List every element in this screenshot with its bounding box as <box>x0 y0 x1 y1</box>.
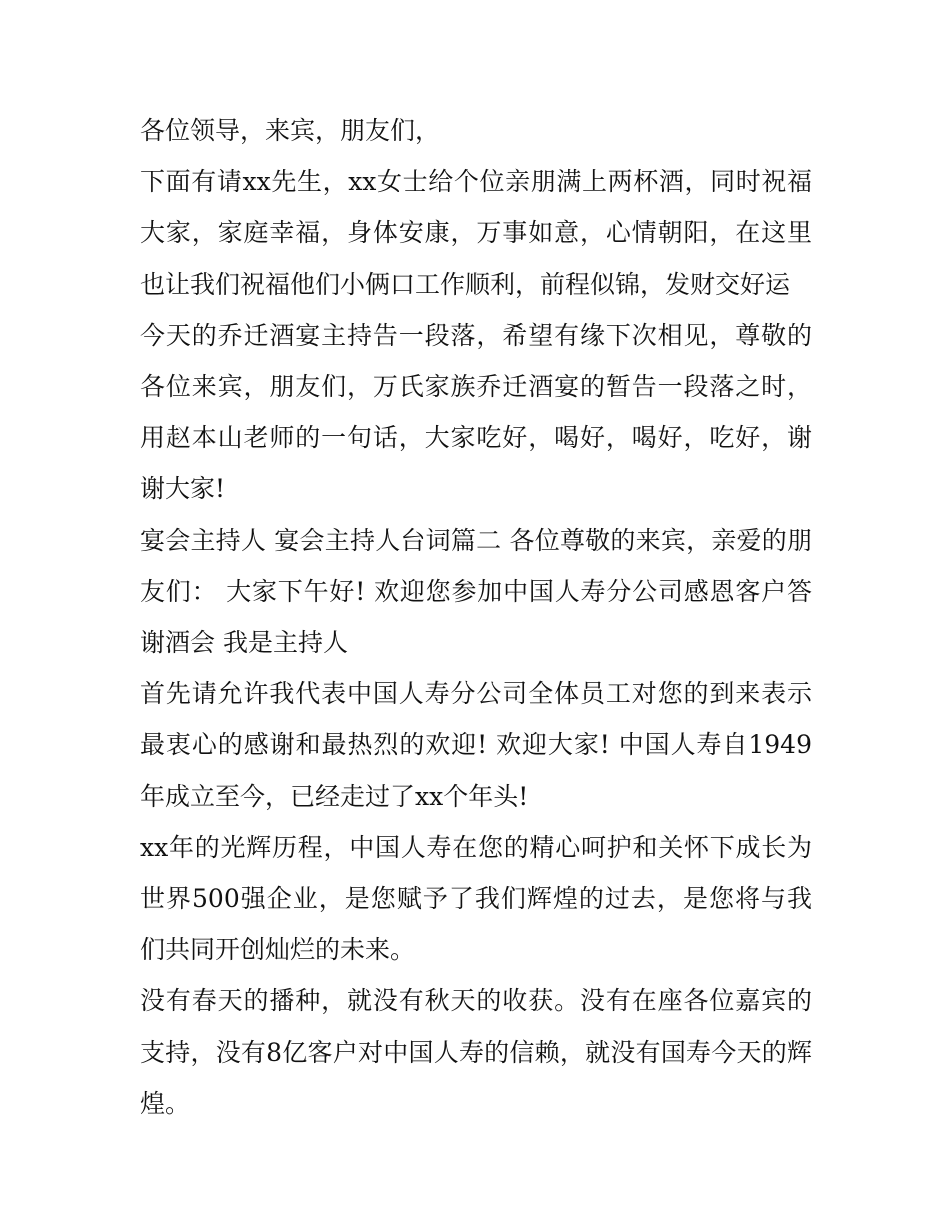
paragraph-gratitude: 没有春天的播种，就没有秋天的收获。没有在座各位嘉宾的支持，没有8亿客户对中国人寿的信赖，就没有国寿今天的辉煌。 <box>140 986 812 1118</box>
paragraph-closing: 今天的乔迁酒宴主持告一段落，希望有缘下次相见，尊敬的各位来宾，朋友们，万氏家族乔迁酒宴的暂告一段落之时，用赵本山老师的一句话，大家吃好，喝好，喝好，吃好，谢谢大家! <box>140 320 812 504</box>
paragraph-greeting: 各位领导，来宾，朋友们， <box>140 116 441 145</box>
paragraph-history: xx年的光辉历程，中国人寿在您的精心呵护和关怀下成长为世界500强企业，是您赋予了我们辉煌的过去，是您将与我们共同开创灿烂的未来。 <box>140 832 812 965</box>
paragraph-toast: 下面有请xx先生，xx女士给个位亲朋满上两杯酒，同时祝福大家，家庭幸福，身体安康，万事如意，心情朝阳，在这里也让我们祝福他们小俩口工作顺利，前程似锦，发财交好运 <box>140 167 812 299</box>
paragraph-welcome: 首先请允许我代表中国人寿分公司全体员工对您的到来表示最衷心的感谢和最热烈的欢迎! 欢迎大家! 中国人寿自1949年成立至今，已经走过了xx个年头! <box>140 679 812 811</box>
document-body <box>140 105 812 1129</box>
paragraph-second-speech-intro: 宴会主持人 宴会主持人台词篇二 各位尊敬的来宾，亲爱的朋友们： 大家下午好! 欢迎您参加中国人寿分公司感恩客户答谢酒会 我是主持人 <box>140 525 812 658</box>
